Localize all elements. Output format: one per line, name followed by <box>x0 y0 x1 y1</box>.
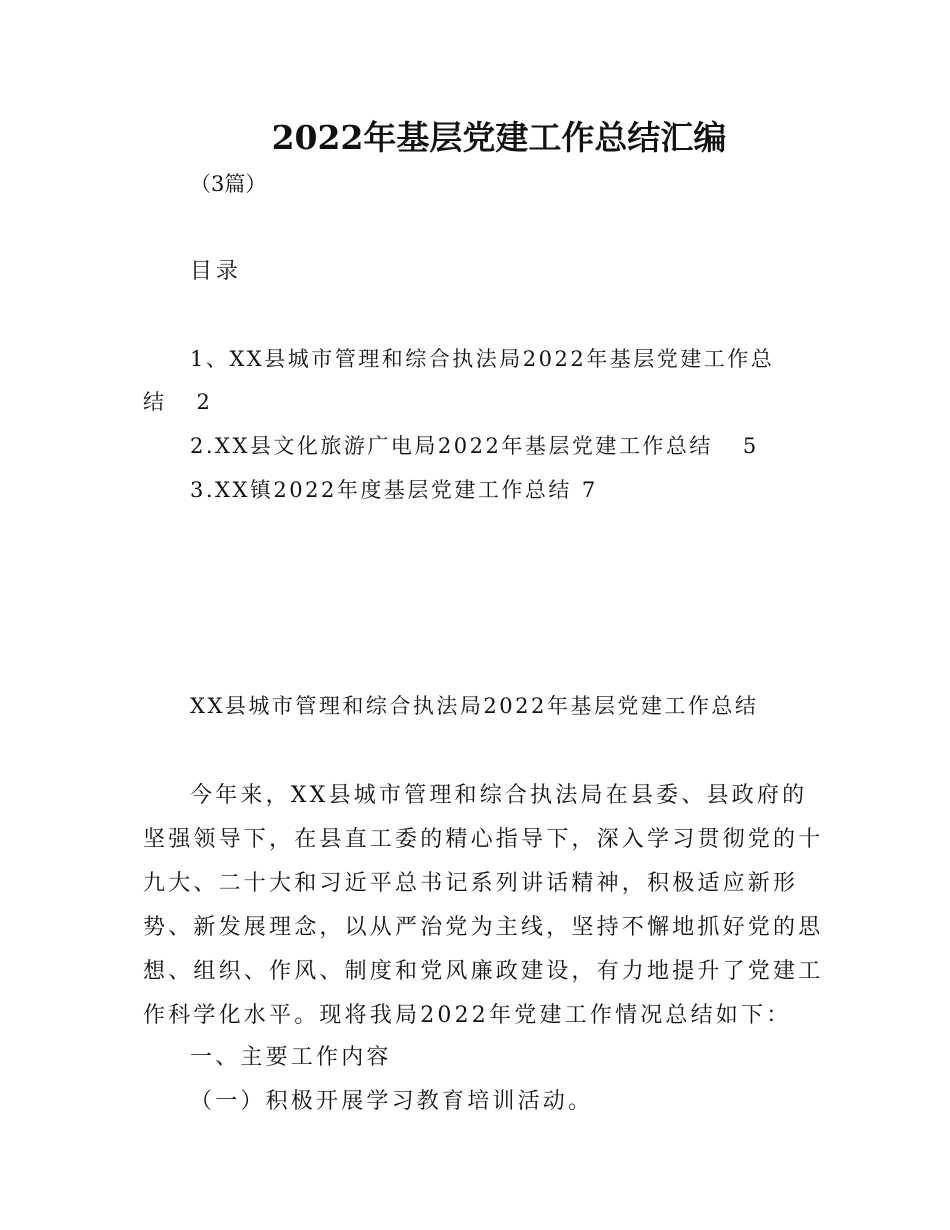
document-subtitle: （3篇） <box>190 172 267 196</box>
paragraph-line-6: 作科学化水平。现将我局2022年党建工作情况总结如下： <box>143 1003 792 1028</box>
toc-item-2-text: 2.XX县文化旅游广电局2022年基层党建工作总结 <box>190 434 713 458</box>
toc-item-1-line1: 1、XX县城市管理和综合执法局2022年基层党建工作总 <box>190 347 775 371</box>
paragraph-line-5: 想、组织、作风、制度和党风廉政建设，有力地提升了党建工 <box>143 959 824 984</box>
document-title: 2022年基层党建工作总结汇编 <box>271 118 727 157</box>
toc-item-1-line2 <box>143 386 212 416</box>
toc-item-1-text: 结 <box>143 390 167 414</box>
toc-item-2 <box>190 430 759 460</box>
paragraph-line-2: 坚强领导下，在县直工委的精心指导下，深入学习贯彻党的十 <box>143 827 824 852</box>
subsection-heading: （一）积极开展学习教育培训活动。 <box>190 1089 594 1114</box>
section-heading: 一、主要工作内容 <box>190 1045 392 1070</box>
paragraph-line-4: 势、新发展理念，以从严治党为主线，坚持不懈地抓好党的思 <box>143 915 824 940</box>
toc-item-3-page: 7 <box>581 478 598 502</box>
paragraph-line-3: 九大、二十大和习近平总书记系列讲话精神，积极适应新形 <box>143 871 799 896</box>
paragraph-line-1: 今年来，XX县城市管理和综合执法局在县委、县政府的 <box>190 783 808 808</box>
toc-heading: 目录 <box>190 259 243 284</box>
toc-item-2-page: 5 <box>742 434 759 458</box>
toc-item-3 <box>190 474 598 504</box>
toc-item-1-page: 2 <box>196 390 213 414</box>
toc-item-3-text: 3.XX镇2022年度基层党建工作总结 <box>190 478 572 502</box>
article-title: XX县城市管理和综合执法局2022年基层党建工作总结 <box>190 694 759 718</box>
